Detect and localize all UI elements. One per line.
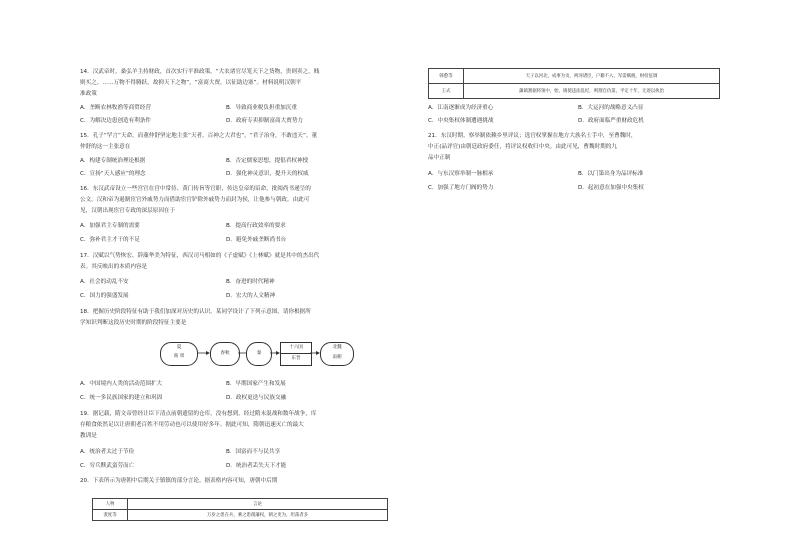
- q19-option-b[interactable]: B．国富而不与民共享: [226, 449, 281, 455]
- q18-line1: 18．把握历史阶段特征有助于我们加深对历史的认识。某同学设计了下列示意图，请你根据所: [80, 309, 311, 315]
- q16-option-a[interactable]: A．加强君主专制的需要: [80, 223, 140, 229]
- q14-line3: 准政策: [80, 91, 97, 97]
- table-row: [429, 69, 720, 84]
- q17-option-d[interactable]: D．宏大的人文精神: [226, 293, 276, 299]
- q17-option-a[interactable]: A．社会的动乱不安: [80, 279, 129, 285]
- q16-option-b[interactable]: B．提高行政效率的要求: [226, 223, 286, 229]
- q18-option-c[interactable]: C．统一多民族国家的建立和巩固: [80, 395, 163, 401]
- q21-line3: 品中正制: [428, 155, 451, 161]
- q21-option-c[interactable]: C．加强了地方门阀的势力: [428, 185, 494, 191]
- q18-node-beiwei-nanchao: [320, 342, 354, 366]
- q15-line2: 仲舒的这一主张意在: [80, 144, 131, 150]
- q17-line1: 17．汉赋以气势恢宏、辞藻华美为特征，西汉司马相如的《子虚赋》《上林赋》就是其中的杰出代: [80, 253, 320, 259]
- q17-line2: 表。其反映出的本质内容是: [80, 264, 148, 270]
- table-row: [93, 510, 388, 521]
- q18-option-d[interactable]: D．政权更迭与民族交融: [226, 395, 287, 401]
- q18-option-b[interactable]: B．早期国家产生和发展: [226, 381, 286, 387]
- q18-node5-bottom: 南朝: [332, 355, 342, 360]
- q18-node-qin: 秦: [246, 342, 272, 366]
- q18-node-shiliuguo-dongjin: [280, 342, 312, 366]
- q17-option-b[interactable]: B．奋进的时代精神: [226, 279, 275, 285]
- q16-line2: 公文。汉和帝为遏制宦官外戚势力而借助宦官铲除外戚势力而封为侯，让他参与朝政。由此可: [80, 197, 310, 203]
- q20-line1: 20．下表所示为唐朝中后期关于镇镇的部分言论。据表格内容可知，唐朝中后期: [80, 478, 278, 484]
- table-row: [429, 84, 720, 99]
- q20-option-a[interactable]: A．江南逐渐成为经济重心: [428, 105, 494, 111]
- q21-option-a[interactable]: A．与东汉察举制一脉相承: [428, 171, 494, 177]
- q15-option-a[interactable]: A．构建专制统治理论根据: [80, 158, 146, 164]
- q14-option-c[interactable]: C．为解决边患创造有利条件: [80, 118, 152, 124]
- q15-line1: 15．孔子“罕言”天命，而董仲舒坚定地主张“天者，百神之大君也”，“君子治身，不敢违天”。董: [80, 133, 318, 139]
- q21-line1: 21．东汉时期，察举制依赖乡里评议；选官权掌握在地方大族名士手中，至曹魏时，: [428, 133, 637, 139]
- q19-option-d[interactable]: D．统治者丢失天下才能: [226, 463, 287, 469]
- table-cell-remarks: 天子以河北，成事为贡，两河诸臣，户籍不入，军需赋税，财役征调: [464, 69, 720, 84]
- q21-line2: 中正(品评官)由朝廷政府委任，将评议权收归中央。由此可见，曹魏时期的九: [428, 144, 617, 150]
- table-cell-remarks: 万岁之患在兵，乘之患削藩权，朝之吏为，坦荡者多: [128, 510, 388, 521]
- table-cell-person: 王式: [429, 84, 464, 99]
- q14-option-d[interactable]: D．政府专卖抑制富商大贾势力: [226, 118, 304, 124]
- q18-line2: 学知识判断这段历史时期的阶段特征主要是: [80, 320, 187, 326]
- q21-option-d[interactable]: D．起初意在加强中央集权: [578, 185, 644, 191]
- q14-line2: 则买之。……万物不得腾跃，故抑天下之物”，“富商大贾，以征助边塞”。材料说明汉朝平: [80, 80, 302, 86]
- q15-option-d[interactable]: D．强化神灵意识，提升天的权威: [226, 171, 309, 177]
- q16-option-c[interactable]: C．弥补君主才干的不足: [80, 237, 140, 243]
- q20-option-d[interactable]: D．政府面临严重财政危机: [578, 118, 644, 124]
- q19-option-a[interactable]: A．统治者太过于节俭: [80, 449, 135, 455]
- table-cell-remarks: 藩镇割据将领中，始，镇使违法乱纪，则割自仇第，平定十年，无迹以执治: [464, 84, 720, 99]
- q18-node5-top: 北魏: [332, 345, 342, 350]
- q20-table-part1: [92, 498, 388, 521]
- table-cell-person: 裴度等: [93, 510, 128, 521]
- q18-node4-top: 十六国: [289, 345, 303, 350]
- table-row: [93, 499, 388, 510]
- q14-option-b[interactable]: B．导致商业税负担重加沉重: [226, 105, 297, 111]
- q16-line1: 16．东汉武帝设立一些宫官在宫中常侍、黄门传旨等官职，传达皇帝的诏命，批阅尚书递呈的: [80, 186, 311, 192]
- table-header-remarks: 言论: [128, 499, 388, 510]
- q19-option-c[interactable]: C．穷兵黩武蛮劳而亡: [80, 463, 135, 469]
- q18-option-a[interactable]: A．中国境内人类的活动范围扩大: [80, 381, 163, 387]
- q19-line3: 教训是: [80, 433, 97, 439]
- q18-node4-bottom: 东晋: [281, 353, 311, 364]
- q18-node-xia-shang-zhou: [160, 342, 198, 366]
- q18-node-chunqiu: 春秋: [210, 342, 240, 366]
- q18-node1-bottom: 商 周: [173, 354, 185, 359]
- q18-timeline-diagram: [158, 338, 358, 368]
- q18-node1-top: 夏: [176, 345, 182, 350]
- table-header-person: 人物: [93, 499, 128, 510]
- q20-table-part2: [428, 68, 720, 99]
- q14-line1: 14．汉武帝时，桑弘羊主持财政，首次实行平准政策，“大农诸官尽笼天下之货物，贵则卖之，贱: [80, 69, 320, 75]
- q19-line1: 19．据记载，隋文帝曾经让臣下清点前朝遗留的仓库，没有想到，经过隋末混战和数年战争，库: [80, 411, 317, 417]
- q14-option-a[interactable]: A．垄断农林牧渔等商贸经营: [80, 105, 151, 111]
- q16-option-d[interactable]: D．避免外戚垄断尚书台: [226, 237, 287, 243]
- q20-option-c[interactable]: C．中央集权体制遭遇挑战: [428, 118, 494, 124]
- q19-line2: 存粮食依然足以让唐朝老百姓不用劳动也可以使用好多年。据此可知，隋朝迅速灭亡的最大: [80, 422, 304, 428]
- q20-option-b[interactable]: B．大运河的战略意义凸显: [578, 105, 644, 111]
- q17-option-c[interactable]: C．国力的强盛发展: [80, 293, 129, 299]
- q16-line3: 见，汉朝出现宦官专政的深层原因在于: [80, 208, 176, 214]
- table-cell-person: 韩愈等: [429, 69, 464, 84]
- q15-option-b[interactable]: B．否定儒家思想，提倡君权神授: [226, 158, 309, 164]
- q15-option-c[interactable]: C．宣扬“天人感应”的理念: [80, 171, 146, 177]
- q21-option-b[interactable]: B．以门第出身为品评标准: [578, 171, 644, 177]
